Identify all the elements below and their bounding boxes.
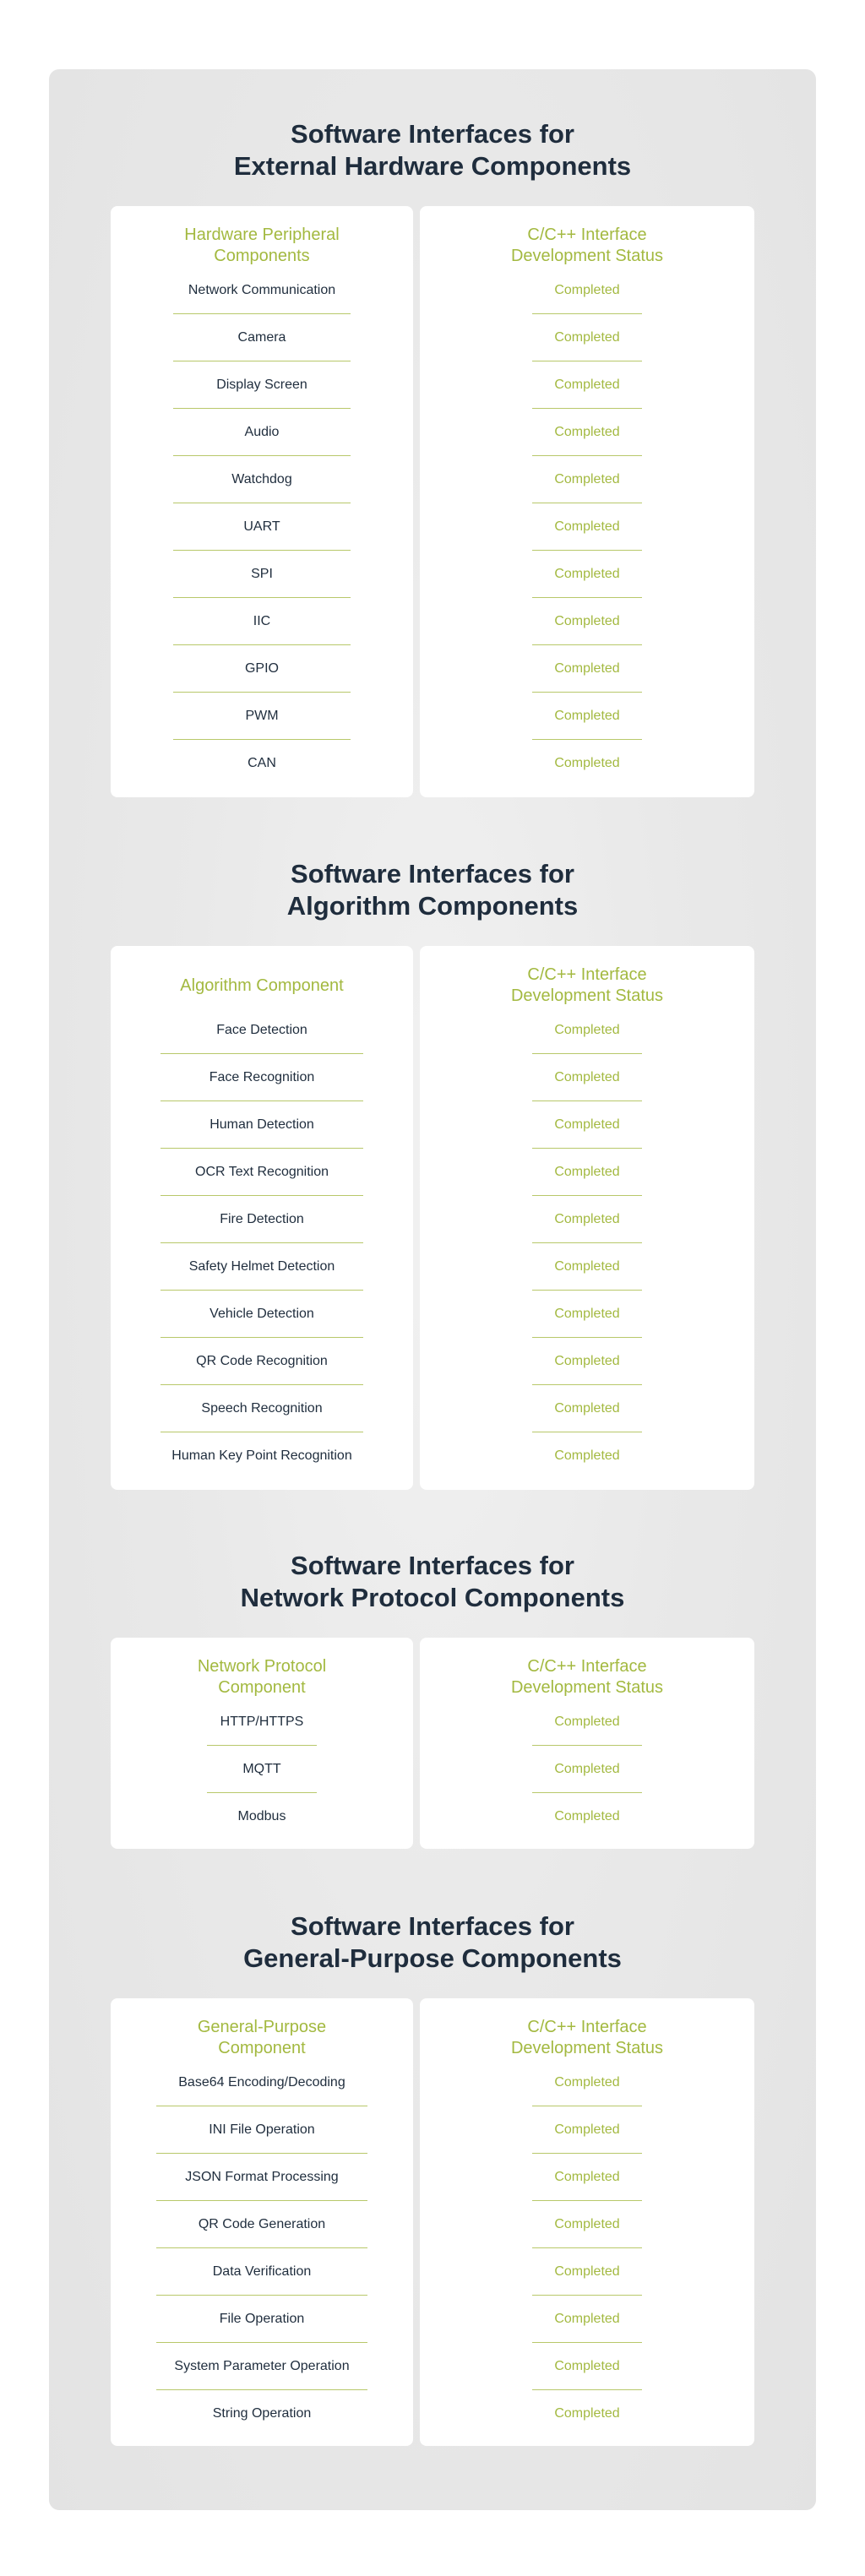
status-text: Completed (420, 2106, 754, 2154)
status-list (420, 1007, 754, 1480)
list-item: Display Screen (111, 361, 413, 409)
status-text: Completed (420, 2296, 754, 2343)
status-text: Completed (420, 1007, 754, 1054)
section-title-line2: Network Protocol Components (240, 1583, 625, 1612)
status-text: Completed (420, 361, 754, 409)
list-item: QR Code Generation (111, 2201, 413, 2248)
component-list (111, 1698, 413, 1840)
component-column-header (111, 965, 413, 1007)
section-title-line2: Algorithm Components (286, 891, 579, 921)
status-column-header (420, 1656, 754, 1698)
component-column-header (111, 1656, 413, 1698)
status-card (420, 1998, 754, 2446)
status-text: Completed (420, 2201, 754, 2248)
list-item: Audio (111, 409, 413, 456)
list-item: IIC (111, 598, 413, 645)
list-item: Data Verification (111, 2248, 413, 2296)
table-cards (111, 1998, 754, 2446)
status-text: Completed (420, 551, 754, 598)
list-item: Camera (111, 314, 413, 361)
status-text: Completed (554, 1809, 620, 1823)
status-text: Completed (420, 693, 754, 740)
section-general-purpose (49, 1910, 816, 2421)
list-item: Vehicle Detection (111, 1291, 413, 1338)
status-card (420, 206, 754, 797)
status-list (420, 1698, 754, 1840)
list-item: GPIO (111, 645, 413, 693)
component-column-header (111, 2017, 413, 2059)
list-item: SPI (111, 551, 413, 598)
header-line2: Development Status (510, 2039, 664, 2057)
header-line1: General-Purpose (197, 2018, 327, 2036)
component-list (111, 1007, 413, 1480)
status-text: Completed (420, 1698, 754, 1746)
status-column-header (420, 225, 754, 267)
status-text: Completed (420, 503, 754, 551)
header-line2: Development Status (510, 986, 664, 1005)
status-text: Completed (420, 1054, 754, 1101)
header-line2: Component (218, 1678, 306, 1697)
status-column-header (420, 2017, 754, 2059)
component-card (111, 946, 413, 1490)
list-item: INI File Operation (111, 2106, 413, 2154)
header-line1: Network Protocol (197, 1657, 327, 1676)
status-text: Completed (420, 1196, 754, 1243)
component-card (111, 206, 413, 797)
header-line1: Hardware Peripheral (184, 226, 340, 244)
status-text: Completed (554, 1448, 620, 1463)
status-text: Completed (420, 598, 754, 645)
section-title (49, 118, 816, 182)
section-title (49, 1550, 816, 1614)
status-card (420, 946, 754, 1490)
status-text: Completed (420, 456, 754, 503)
list-item: String Operation (212, 2406, 312, 2421)
status-text: Completed (420, 409, 754, 456)
list-item: Face Detection (111, 1007, 413, 1054)
table-cards (111, 1638, 754, 1849)
list-item: MQTT (111, 1746, 413, 1793)
section-network-protocol (49, 1550, 816, 1823)
list-item: File Operation (111, 2296, 413, 2343)
header-line1: C/C++ Interface (527, 965, 647, 984)
status-text: Completed (420, 1746, 754, 1793)
header-line2: Component (218, 2039, 306, 2057)
status-text: Completed (554, 2406, 620, 2421)
list-item: Network Communication (111, 267, 413, 314)
status-card (420, 1638, 754, 1849)
status-text: Completed (420, 1385, 754, 1432)
status-text: Completed (420, 267, 754, 314)
status-text: Completed (420, 2154, 754, 2201)
list-item: Speech Recognition (111, 1385, 413, 1432)
section-title-line2: External Hardware Components (233, 151, 632, 181)
header-line2: Development Status (510, 1678, 664, 1697)
component-list (111, 2059, 413, 2437)
status-text: Completed (420, 1338, 754, 1385)
section-title-line2: General-Purpose Components (243, 1943, 622, 1973)
list-item: OCR Text Recognition (111, 1149, 413, 1196)
list-item: Safety Helmet Detection (111, 1243, 413, 1291)
list-item: JSON Format Processing (111, 2154, 413, 2201)
status-text: Completed (420, 1243, 754, 1291)
section-title-line1: Software Interfaces for (291, 1911, 574, 1941)
section-title (49, 1910, 816, 1975)
list-item: Fire Detection (111, 1196, 413, 1243)
status-text: Completed (420, 1101, 754, 1149)
status-text: Completed (420, 1291, 754, 1338)
list-item: Human Detection (111, 1101, 413, 1149)
section-title-line1: Software Interfaces for (291, 119, 574, 149)
status-list (420, 267, 754, 787)
header-line2: Components (214, 247, 310, 265)
component-card (111, 1998, 413, 2446)
list-item: PWM (111, 693, 413, 740)
table-cards (111, 946, 754, 1490)
list-item: Modbus (237, 1809, 286, 1823)
list-item: UART (111, 503, 413, 551)
component-card (111, 1638, 413, 1849)
header-line1: C/C++ Interface (527, 1657, 647, 1676)
list-item: HTTP/HTTPS (111, 1698, 413, 1746)
header-line1: C/C++ Interface (527, 226, 647, 244)
status-text: Completed (420, 1149, 754, 1196)
section-title-line1: Software Interfaces for (291, 859, 574, 889)
list-item: Face Recognition (111, 1054, 413, 1101)
section-title-line1: Software Interfaces for (291, 1551, 574, 1580)
status-text: Completed (554, 756, 620, 770)
list-item: Watchdog (111, 456, 413, 503)
status-text: Completed (420, 314, 754, 361)
header-line2: Development Status (510, 247, 664, 265)
list-item: Base64 Encoding/Decoding (111, 2059, 413, 2106)
component-list (111, 267, 413, 787)
status-list (420, 2059, 754, 2437)
header-line1: C/C++ Interface (527, 2018, 647, 2036)
status-text: Completed (420, 2059, 754, 2106)
list-item: CAN (248, 756, 276, 770)
section-title (49, 858, 816, 922)
list-item: QR Code Recognition (111, 1338, 413, 1385)
list-item: System Parameter Operation (111, 2343, 413, 2390)
table-cards (111, 206, 754, 797)
status-column-header (420, 965, 754, 1007)
section-hardware (49, 118, 816, 770)
component-column-header (111, 225, 413, 267)
header-line1: Algorithm Component (180, 976, 344, 995)
status-text: Completed (420, 2248, 754, 2296)
content-panel (49, 69, 816, 2510)
list-item: Human Key Point Recognition (171, 1448, 352, 1463)
section-algorithm (49, 858, 816, 1463)
status-text: Completed (420, 645, 754, 693)
status-text: Completed (420, 2343, 754, 2390)
